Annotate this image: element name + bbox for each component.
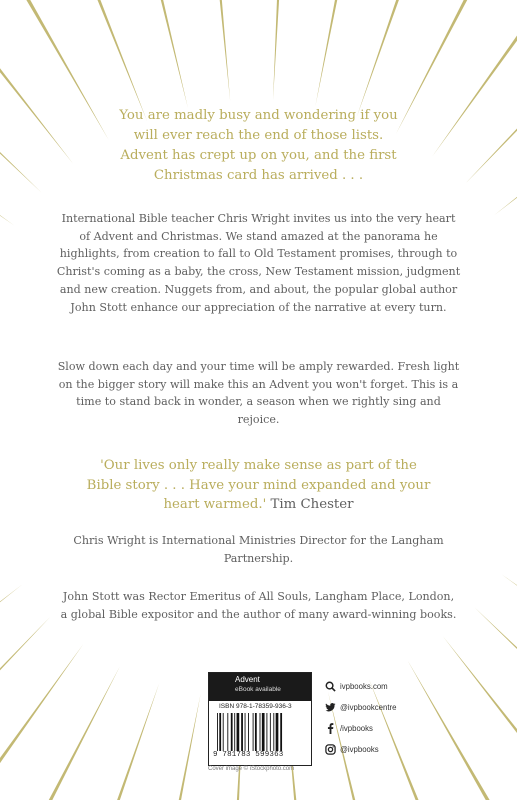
isbn-text: ISBN 978-1-78359-936-3 xyxy=(219,703,292,710)
sunburst-ray xyxy=(0,644,83,800)
social-facebook[interactable] xyxy=(325,718,475,739)
ebook-note: eBook available xyxy=(235,686,281,693)
barcode-bar xyxy=(248,713,249,751)
barcode-bar xyxy=(245,713,246,751)
sunburst-ray xyxy=(0,666,120,800)
sunburst-ray xyxy=(120,694,201,800)
twitter-icon xyxy=(325,702,336,713)
barcode-bar xyxy=(270,713,271,751)
sunburst-ray xyxy=(433,0,517,156)
barcode-bar xyxy=(237,713,240,751)
sunburst-ray xyxy=(315,0,396,106)
barcode-bar xyxy=(223,713,224,751)
category-label xyxy=(209,673,311,701)
barcode-bar xyxy=(241,713,243,751)
sunburst-ray xyxy=(0,585,22,800)
intro-paragraph: You are madly busy and wondering if you will ever reach the end of those lists. Advent has crept up on you, and the first Christmas card has arrived . . . xyxy=(119,108,398,183)
social-twitter[interactable] xyxy=(325,697,475,718)
barcode-bar xyxy=(280,713,282,751)
barcode-bar xyxy=(273,713,274,751)
barcode-block xyxy=(208,672,312,766)
category-text: Advent xyxy=(235,675,260,684)
quote-text: 'Our lives only really make sense as part of the Bible story . . . Have your mind expanded and your heart warmed.' xyxy=(86,458,431,512)
instagram-icon xyxy=(325,744,336,755)
sunburst-ray xyxy=(502,575,517,800)
sunburst-ray xyxy=(0,0,109,140)
social-instagram[interactable] xyxy=(325,739,475,760)
barcode-bars xyxy=(217,713,303,753)
sunburst-ray xyxy=(189,0,230,101)
social-label: @ivpbookcentre xyxy=(340,703,397,712)
barcode-bar xyxy=(219,713,221,751)
sunburst-ray xyxy=(396,0,517,134)
sunburst-ray xyxy=(466,0,517,183)
sunburst-ray xyxy=(273,0,297,100)
barcode-bar xyxy=(253,713,254,751)
description-paragraph-2: Slow down each day and your time will be amply rewarded. Fresh light on the bigger story will make this an Advent you won't forget. This is a time to stand back in wonder, a season when we rightly sing and rejoice. xyxy=(57,360,460,427)
social-links xyxy=(325,676,475,760)
author-bio-wright: Chris Wright is International Ministries Director for the Langham Partnership. xyxy=(73,534,444,565)
author-bio-stott: John Stott was Rector Emeritus of All Souls, Langham Place, London, a global Bible expositor and the author of many award-winning books. xyxy=(60,590,457,621)
barcode-bar xyxy=(227,713,228,751)
barcode-bar xyxy=(266,713,267,751)
barcode-bar xyxy=(262,713,265,751)
endorsement-quote xyxy=(85,456,432,515)
barcode-bar xyxy=(276,713,279,751)
barcode-bar xyxy=(217,713,218,751)
cover-image-credit: Cover image © iStockphoto.com xyxy=(208,766,295,772)
barcode-digits: 9 781783 599363 xyxy=(213,751,284,759)
sunburst-ray xyxy=(24,683,160,800)
search-icon xyxy=(325,681,336,692)
barcode-bar xyxy=(255,713,257,751)
social-label: ivpbooks.com xyxy=(340,682,388,691)
description-paragraph-1: International Bible teacher Chris Wright invites us into the very heart of Advent and Christmas. We stand amazed at the panorama he highlights, from creation to fall to Old Testament promises, through to Christ's coming as a baby, the cross, New Testament mission, judgment and new creation. Nuggets from, and about, the popular global author John Stott enhance our appreciation of the narrative at every turn. xyxy=(56,212,461,314)
social-label: @ivpbooks xyxy=(340,745,379,754)
barcode-bar xyxy=(234,713,235,751)
quote-attribution: Tim Chester xyxy=(270,497,354,512)
facebook-icon xyxy=(325,723,336,734)
sunburst-ray xyxy=(0,0,73,164)
social-website[interactable] xyxy=(325,676,475,697)
sunburst-ray xyxy=(494,0,517,215)
sunburst-ray xyxy=(0,0,147,121)
barcode-bar xyxy=(260,713,261,751)
sunburst-ray xyxy=(0,617,50,800)
barcode-bar xyxy=(231,713,233,751)
sunburst-ray xyxy=(0,0,14,225)
social-label: /ivpbooks xyxy=(340,724,373,733)
sunburst-ray xyxy=(357,0,493,117)
